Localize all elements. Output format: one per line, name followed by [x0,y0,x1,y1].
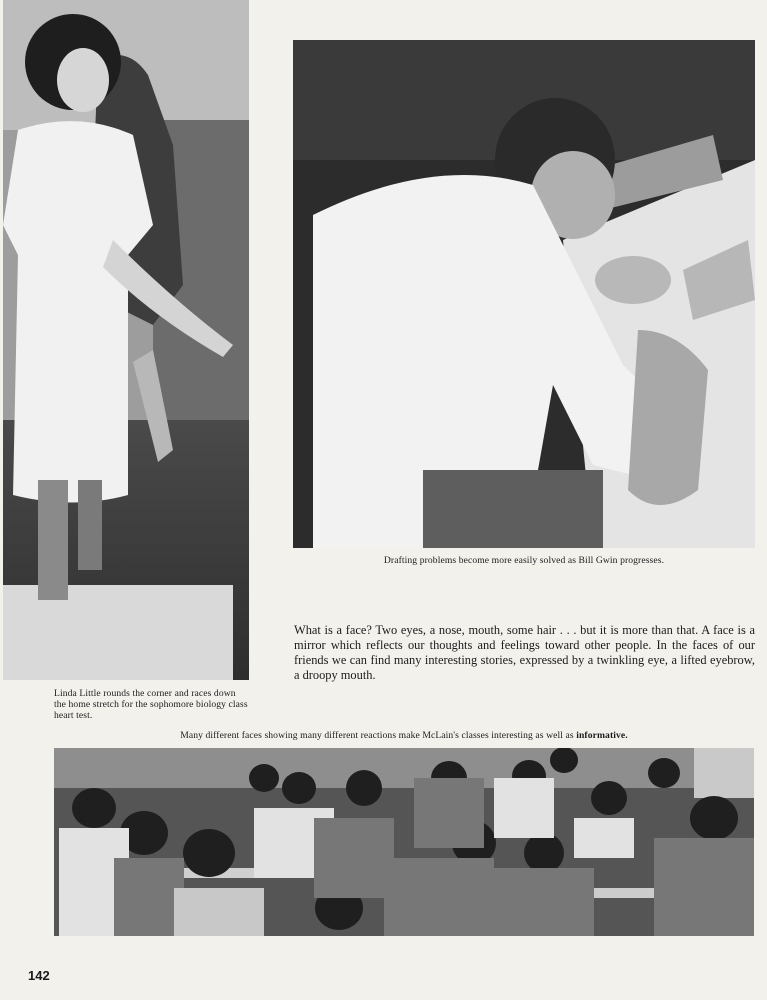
photo-girl-running-image [3,0,249,680]
page-number: 142 [28,968,50,983]
caption-classroom [54,730,754,741]
caption-drafting: Drafting problems become more easily solved as Bill Gwin progresses. [383,555,665,566]
photo-drafting-student [293,40,755,548]
photo-classroom [54,748,754,936]
photo-classroom-image [54,748,754,936]
body-text-paragraph: What is a face? Two eyes, a nose, mouth, some hair . . . but it is more than that. A face is a mirror which reflects our thoughts and feelings toward other people. In the faces of our friends we can find many interesting stories, expressed by a twinkling eye, a lifted eyebrow, a droopy mouth. [294,623,755,682]
caption-girl-running: Linda Little rounds the corner and races down the home stretch for the sophomore biology class heart test. [54,688,248,721]
caption-classroom-emphasis: informative. [576,730,628,741]
caption-classroom-main: Many different faces showing many different reactions make McLain's classes interesting as well as [180,730,574,741]
photo-girl-running [3,0,249,680]
photo-drafting-student-image [293,40,755,548]
